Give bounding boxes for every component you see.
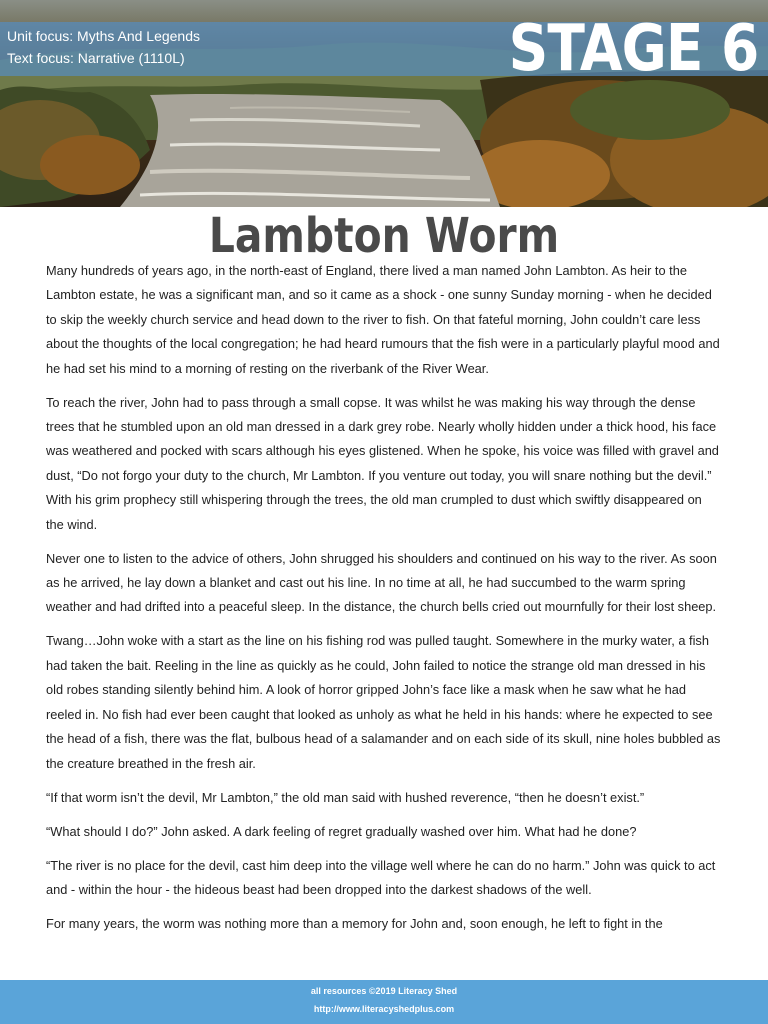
- story-paragraph: Twang…John woke with a start as the line on his fishing rod was pulled taught. Somewhere in the murky water, a fish had taken the bait. Reeling in the line as quickly as he could, John failed to notice the strange old man dressed in his old robes standing silently behind him. A look of horror gripped John’s face like a mask when he saw what he had reeled in. No fish had ever been caught that looked as unholy as what he held in his hands: where he expected to see the head of a fish, there was the flat, bulbous head of a salamander and on each side of its skull, nine holes bubbled as the creature breathed in the fresh air.: [46, 633, 721, 771]
- text-focus-label: Text focus: Narrative (1110L): [7, 50, 185, 66]
- story-paragraph: “If that worm isn’t the devil, Mr Lambton,” the old man said with hushed reverence, “then he doesn’t exist.”: [46, 789, 645, 805]
- story-paragraph: Many hundreds of years ago, in the north-east of England, there lived a man named John Lambton. As heir to the Lambton estate, he was a significant man, and so it came as a shock - one sunny Sunday morning - when he decided to skip the weekly church service and head down to the river to fish. On that fateful morning, John couldn’t care less about the thoughts of the local congregation; he had heard rumours that the fish were in a particularly playful mood and he had set his mind to a morning of resting on the riverbank of the River Wear.: [46, 263, 720, 376]
- story-title: Lambton Worm: [208, 208, 560, 264]
- footer-url-link[interactable]: http://www.literacyshedplus.com: [313, 1004, 455, 1014]
- footer-copyright: all resources ©2019 Literacy Shed: [310, 986, 458, 996]
- story-paragraph: “The river is no place for the devil, cast him deep into the village well where he can do no harm.” John was quick to act and - within the hour - the hideous beast had been dropped into the darkest shadows of the well.: [46, 857, 716, 897]
- story-paragraph: Never one to listen to the advice of others, John shrugged his shoulders and continued on his way to the river. As soon as he arrived, he lay down a blanket and cast out his line. In no time at all, he had succumbed to the warm spring weather and had drifted into a peaceful sleep. In the distance, the church bells cried out mournfully for their lost sheep.: [46, 550, 717, 615]
- story-body: [46, 259, 722, 946]
- story-paragraph: To reach the river, John had to pass through a small copse. It was whilst he was making his way through the dense trees that he stumbled upon an old man dressed in a dark grey robe. Nearly wholly hidden under a thick hood, his face was weathered and pocked with scars although his eyes glistened. When he spoke, his voice was filled with gravel and dust, “Do not forgo your duty to the church, Mr Lambton. If you venture out today, you will snare nothing but the devil.” With his grim prophecy still whispering through the trees, the old man crumpled to dust which swiftly disappeared on the wind.: [46, 394, 719, 532]
- unit-focus-label: Unit focus: Myths And Legends: [7, 28, 200, 44]
- stage-label: STAGE 6: [508, 12, 758, 86]
- story-paragraph: For many years, the worm was nothing more than a memory for John and, soon enough, he left to fight in the: [46, 915, 663, 931]
- story-paragraph: “What should I do?” John asked. A dark feeling of regret gradually washed over him. What had he done?: [46, 823, 637, 839]
